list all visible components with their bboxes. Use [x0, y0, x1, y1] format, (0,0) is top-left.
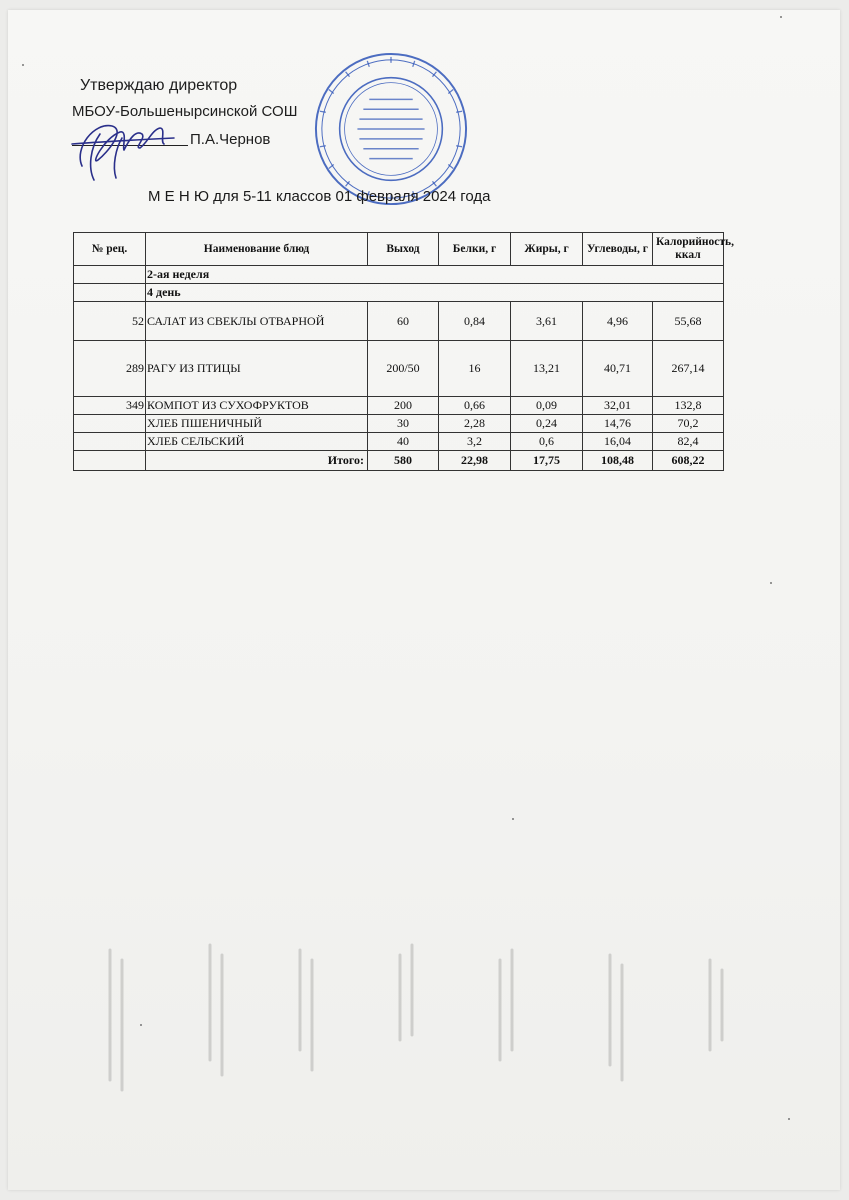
cell-calories: 82,4 — [653, 433, 724, 451]
paper-speck — [512, 818, 514, 820]
cell-carbs: 16,04 — [583, 433, 653, 451]
cell-fat: 0,6 — [511, 433, 583, 451]
cell-carbs: 32,01 — [583, 397, 653, 415]
cell-protein: 2,28 — [439, 415, 511, 433]
cell-fat: 13,21 — [511, 341, 583, 397]
cell-rec — [74, 433, 146, 451]
total-protein: 22,98 — [439, 451, 511, 471]
table-cell — [74, 284, 146, 302]
cell-yield: 60 — [368, 302, 439, 341]
header-name: Наименование блюд — [146, 233, 368, 266]
header-yield: Выход — [368, 233, 439, 266]
cell-rec: 289 — [74, 341, 146, 397]
cell-name: ХЛЕБ ПШЕНИЧНЫЙ — [146, 415, 368, 433]
approval-heading: Утверждаю директор — [80, 77, 238, 94]
table-row — [74, 433, 724, 451]
approval-organization: МБОУ-Большенырсинской СОШ — [72, 103, 298, 120]
day-row — [74, 284, 724, 302]
cell-name: РАГУ ИЗ ПТИЦЫ — [146, 341, 368, 397]
table-row — [74, 415, 724, 433]
paper-speck — [140, 1024, 142, 1026]
cell-protein: 0,66 — [439, 397, 511, 415]
cell-protein: 16 — [439, 341, 511, 397]
header-calories: Калорийность, ккал — [653, 233, 724, 266]
table-row — [74, 302, 724, 341]
table-header-row — [74, 233, 724, 266]
paper-speck — [22, 64, 24, 66]
cell-yield: 200/50 — [368, 341, 439, 397]
total-yield: 580 — [368, 451, 439, 471]
cell-name: САЛАТ ИЗ СВЕКЛЫ ОТВАРНОЙ — [146, 302, 368, 341]
header-rec: № рец. — [74, 233, 146, 266]
week-label: 2-ая неделя — [146, 266, 724, 284]
show-through-marks — [100, 940, 790, 1100]
cell-protein: 3,2 — [439, 433, 511, 451]
total-label: Итого: — [146, 451, 368, 471]
cell-name: КОМПОТ ИЗ СУХОФРУКТОВ — [146, 397, 368, 415]
cell-protein: 0,84 — [439, 302, 511, 341]
cell-fat: 0,09 — [511, 397, 583, 415]
cell-carbs: 40,71 — [583, 341, 653, 397]
cell-rec — [74, 415, 146, 433]
total-calories: 608,22 — [653, 451, 724, 471]
table-cell — [74, 451, 146, 471]
cell-calories: 267,14 — [653, 341, 724, 397]
paper-speck — [770, 582, 772, 584]
cell-rec: 349 — [74, 397, 146, 415]
header-carbs: Углеводы, г — [583, 233, 653, 266]
signature-icon — [64, 108, 184, 188]
total-fat: 17,75 — [511, 451, 583, 471]
paper-speck — [780, 16, 782, 18]
header-fat: Жиры, г — [511, 233, 583, 266]
cell-fat: 3,61 — [511, 302, 583, 341]
total-row — [74, 451, 724, 471]
cell-calories: 70,2 — [653, 415, 724, 433]
table-row — [74, 341, 724, 397]
cell-fat: 0,24 — [511, 415, 583, 433]
cell-name: ХЛЕБ СЕЛЬСКИЙ — [146, 433, 368, 451]
header-protein: Белки, г — [439, 233, 511, 266]
cell-yield: 40 — [368, 433, 439, 451]
paper-speck — [788, 1118, 790, 1120]
cell-rec: 52 — [74, 302, 146, 341]
cell-carbs: 14,76 — [583, 415, 653, 433]
menu-table — [73, 232, 734, 471]
cell-calories: 132,8 — [653, 397, 724, 415]
cell-carbs: 4,96 — [583, 302, 653, 341]
director-name: П.А.Чернов — [190, 131, 271, 148]
cell-yield: 200 — [368, 397, 439, 415]
cell-yield: 30 — [368, 415, 439, 433]
week-row — [74, 266, 724, 284]
menu-title: М Е Н Ю для 5-11 классов 01 февраля 2024 года — [148, 188, 491, 205]
day-label: 4 день — [146, 284, 724, 302]
table-row — [74, 397, 724, 415]
table-cell — [74, 266, 146, 284]
total-carbs: 108,48 — [583, 451, 653, 471]
cell-calories: 55,68 — [653, 302, 724, 341]
school-seal-icon — [312, 50, 470, 208]
